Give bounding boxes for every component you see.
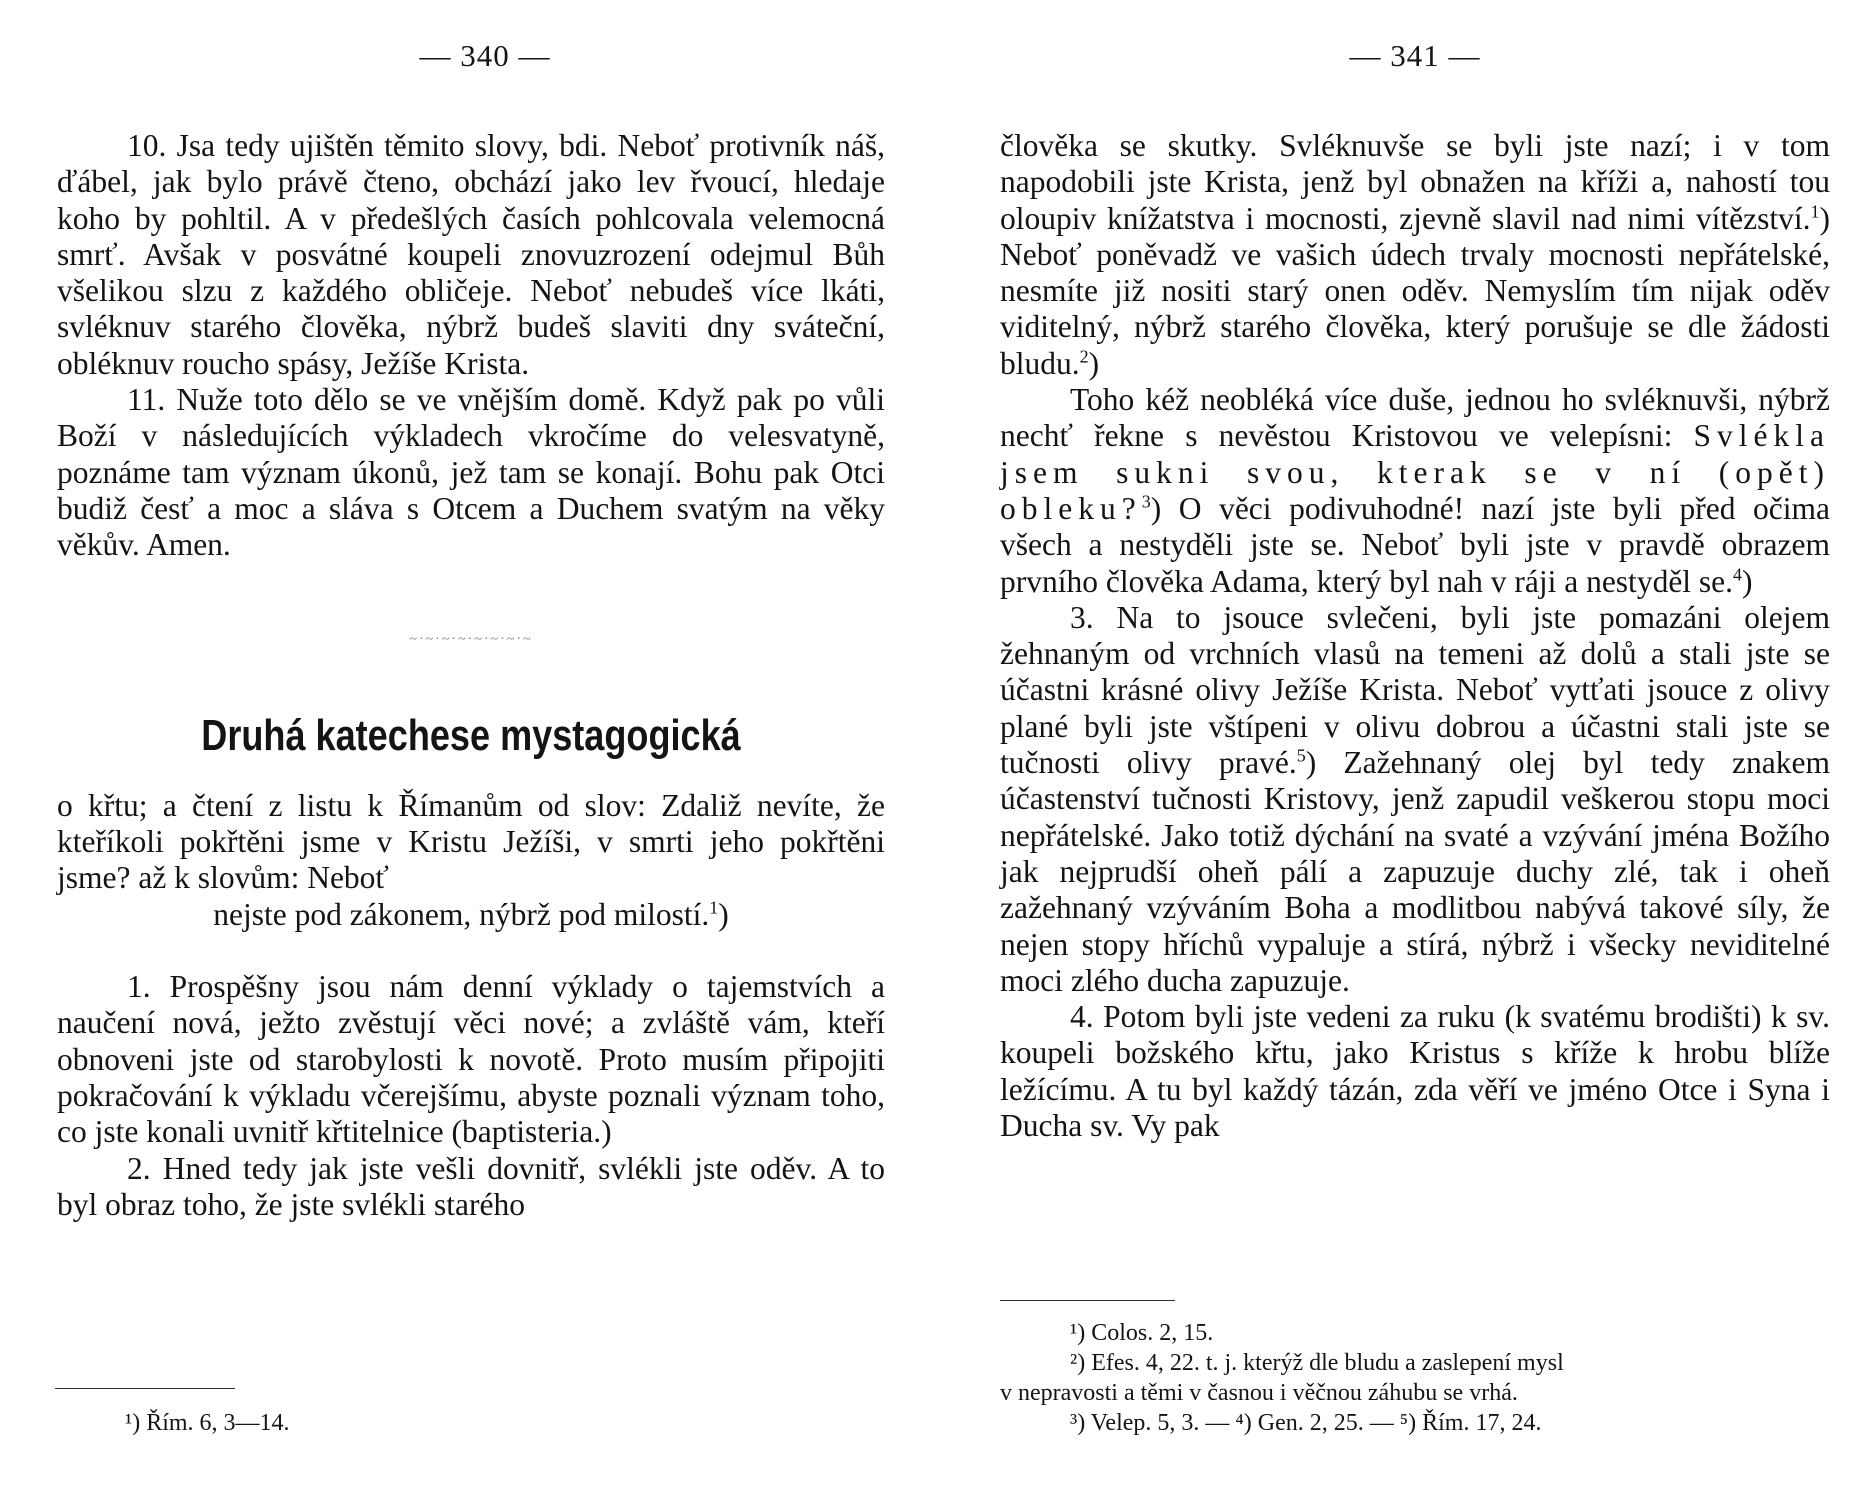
paragraph-continuation: člověka se skutky. Svléknuvše se byli jste nazí; i v tom napodobili jste Krista, jenž byl obnažen na kříži a, nahostí tou oloupiv knížatstva i mocnosti, zjevně slavil nad nimi vítězství.$^1$) Neboť poněvadž ve vašich údech trvaly mocnosti nepřátelské, nesmíte již nositi starý onen oděv. Nemyslím tím nijak oděv viditelný, nýbrž starého člověka, který porušuje se dle žádosti bludu.$^2$) — [1000, 128, 1830, 381]
paragraph-1: 1. Prospěšny jsou nám denní výklady o tajemstvích a naučení nová, ježto zvěstují věci nové; a zvláště vám, kteří obnoveni jste od starobylosti k novotě. Proto musím připojiti pokračování k výkladu včerejšímu, abyste poznali význam toho, co jste konali uvnitř křtitelnice (baptisteria.) — [57, 969, 885, 1150]
paragraph-3: 3. Na to jsouce svlečeni, byli jste pomazáni olejem žehnaným od vrchních vlasů na temeni až dolů a stali jste se účastni krásné olivy Ježíše Krista. Neboť vytťati jsouce z olivy plané byli jste vštípeni v olivu dobrou a účastni stali jste se tučnosti olivy pravé.$^5$) Zažehnaný olej byl tedy znakem účastenství tučnosti Kristovy, jenž zapudil veškerou stopu moci nepřátelské. Jako totiž dýchání na svaté a vzývání jména Božího jak nejprudší oheň pálí a zapuzuje duchy zlé, tak i oheň zažehnaný vzýváním Boha a modlitbou nabývá takové síly, že nejen stopy hříchů vypaluje a stírá, nýbrž i všecky neviditelné moci zlého ducha zapuzuje. — [1000, 599, 1830, 998]
paragraph-4: 4. Potom byli jste vedeni za ruku (k svatému brodišti) k sv. koupeli božského křtu, jako Kristus s kříže k hrobu blíže ležícímu. A tu byl každý tázán, zda věří ve jméno Otce i Syna i Ducha sv. Vy pak — [1000, 999, 1830, 1144]
footnote-right-2-cont: v nepravosti a těmi v časnou i věčnou záhubu se vrhá. — [1000, 1380, 1518, 1406]
footnote-left-1: ¹) Řím. 6, 3—14. — [125, 1410, 290, 1436]
right-page — [1000, 0, 1830, 1500]
footnote-mark: 2 — [1079, 346, 1089, 367]
page-number-right: — 341 — — [1349, 38, 1481, 73]
paragraph-song-quote: Toho kéž neobléká více duše, jednou ho svléknuvši, nýbrž nechť řekne s nevěstou Kristovou ve velepísni: Svlékla jsem sukni svou, kterak se v ní (opět) obleku?$^3$) O věci podivuhodné! nazí jste byli před očima všech a nestyděli jste se. Neboť byli jste v pravdě obrazem prvního člověka Adama, který byl nah v ráji a nestyděl se.$^4$) — [1000, 382, 1830, 599]
paragraph-2: 2. Hned tedy jak jste vešli dovnitř, svlékli jste oděv. A to byl obraz toho, že jste svlékli starého — [57, 1150, 885, 1222]
footnote-mark: 5 — [1296, 745, 1306, 766]
paragraph-11: 11. Nuže toto dělo se ve vnějším domě. Když pak po vůli Boží v následujících výkladech vkročíme do velesvatyně, poznáme tam význam úkonů, jež tam se konají. Bohu pak Otci budiž česť a moc a sláva s Otcem a Duchem svatým na věky věkův. Amen. — [57, 382, 885, 563]
paragraph-10: 10. Jsa tedy ujištěn těmito slovy, bdi. Neboť protivník náš, ďábel, jak bylo právě čteno, obchází jako lev řvoucí, hledaje koho by pohltil. A v předešlých časích pohlcovala velemocná smrť. Avšak v posvátné koupeli znovuzrození odejmul Bůh všelikou slzu z každého obličeje. Neboť nebudeš více lkáti, svléknuv starého člověka, nýbrž budeš slaviti dny sváteční, obléknuv roucho spásy, Ježíše Krista. — [57, 128, 885, 381]
footnote-right-2: ²) Efes. 4, 22. t. j. kterýž dle bludu a zaslepení mysl — [1070, 1350, 1564, 1376]
chapter-subtitle — [57, 788, 885, 933]
left-page-body — [57, 128, 885, 1223]
subtitle-last-line: nejste pod zákonem, nýbrž pod milostí.$^1$) — [213, 896, 729, 932]
footnote-right-1: ¹) Colos. 2, 15. — [1070, 1320, 1214, 1346]
footnote-rule-right — [1000, 1300, 1175, 1301]
footnote-mark: 4 — [1733, 564, 1743, 585]
footnote-rule-left — [55, 1388, 235, 1389]
quotation-spaced: Svlékla jsem sukni svou, kterak se v ní (opět) obleku? — [1000, 418, 1830, 526]
chapter-heading: Druhá katechese mystagogická — [201, 710, 741, 760]
footnote-mark: 3 — [1141, 491, 1151, 512]
footnote-right-3: ³) Velep. 5, 3. — ⁴) Gen. 2, 25. — ⁵) Řím. 17, 24. — [1070, 1410, 1542, 1436]
subtitle-main: o křtu; a čtení z listu k Římanům od slov: Zdaliž nevíte, že kteříkoli pokřtěni jsme v Kristu Ježíši, v smrti jeho pokřtěni jsme? až k slovům: Neboť — [57, 787, 885, 896]
left-page — [55, 0, 885, 1500]
page-number-left: — 340 — — [419, 38, 551, 73]
section-ornament: ~·~·~·~·~·~·~·~ — [409, 631, 533, 647]
footnotes-left — [125, 1408, 885, 1438]
footnotes-right — [1000, 1318, 1830, 1438]
footnote-mark: 1 — [1810, 201, 1820, 222]
right-page-body — [1000, 128, 1830, 1144]
footnote-mark: 1 — [709, 897, 719, 918]
